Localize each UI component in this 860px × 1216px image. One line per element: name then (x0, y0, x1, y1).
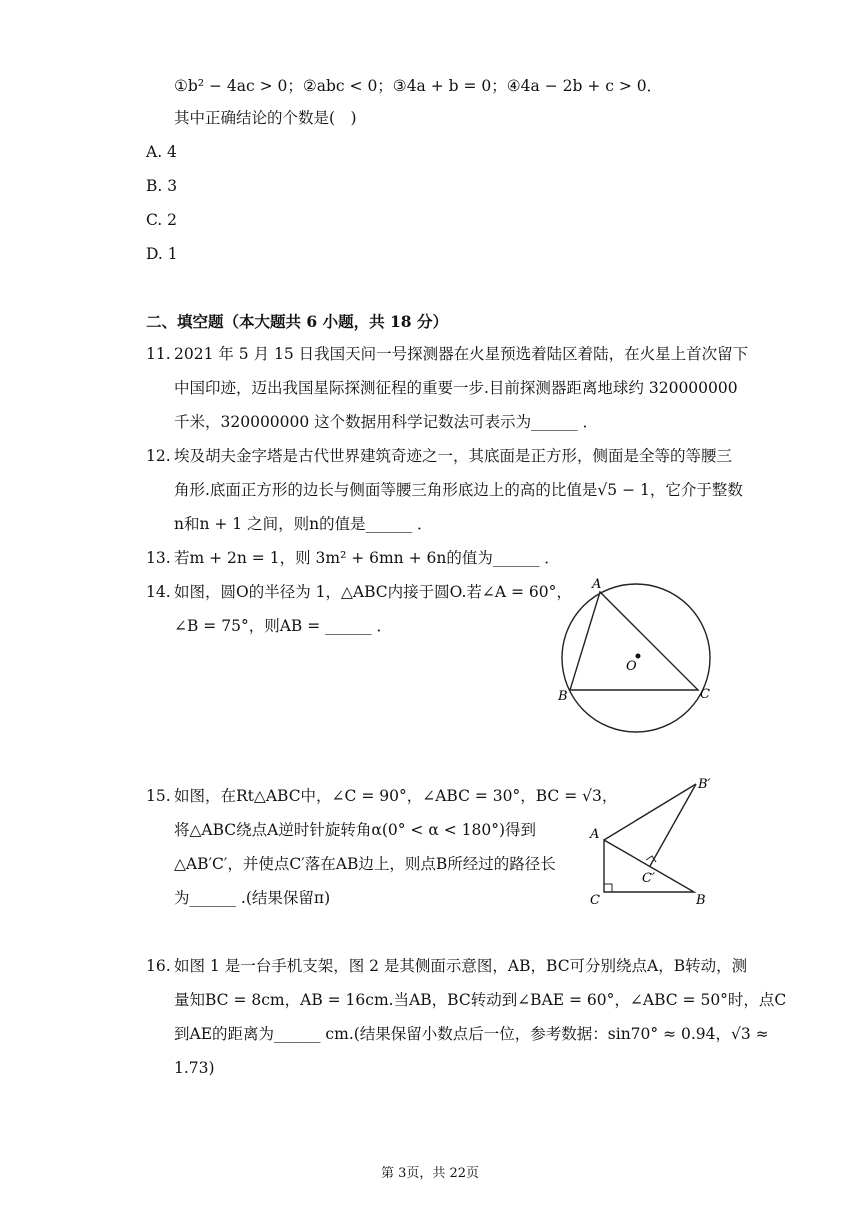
q16-line-1: 如图 1 是一台手机支架，图 2 是其侧面示意图，AB，BC可分别绕点A，B转动，测 (174, 957, 748, 975)
label-c: C (700, 687, 710, 702)
q16-line-4: 1.73) (174, 1059, 215, 1077)
section2-heading: 二、填空题（本大题共 6 小题，共 18 分） (146, 312, 448, 331)
q10-option-d: D. 1 (146, 245, 178, 263)
label-a: A (592, 577, 602, 592)
segment-b-prime-c-prime (650, 784, 696, 866)
q10-option-a: A. 4 (146, 143, 177, 161)
label-b-prime: B′ (698, 777, 711, 792)
q13-line-1: 若m + 2n = 1，则 3m² + 6mn + 6n的值为______ ． (174, 549, 560, 567)
q12-number: 12. (146, 447, 171, 465)
q15-line-3: △AB′C′，并使点C′落在AB边上，则点B所经过的路径长 (174, 855, 556, 873)
center-dot (636, 654, 641, 659)
q14-line-1: 如图，圆O的半径为 1，△ABC内接于圆O.若∠A = 60°， (174, 583, 572, 601)
circle-o (562, 584, 710, 732)
q15-rotation-figure (582, 772, 722, 912)
label-o: O (626, 659, 637, 674)
q16-line-2: 量知BC = 8cm，AB = 16cm.当AB，BC转动到∠BAE = 60°，∠ABC = 50°时，点C (174, 991, 787, 1009)
q15-number: 15. (146, 787, 171, 805)
q10-option-b: B. 3 (146, 177, 178, 195)
q11-line-1: 2021 年 5 月 15 日我国天问一号探测器在火星预选着陆区着陆，在火星上首次留下 (174, 345, 749, 363)
q13-number: 13. (146, 549, 171, 567)
label-b: B (696, 893, 706, 908)
q14-line-2: ∠B = 75°，则AB = ______ ． (174, 617, 393, 635)
label-a: A (590, 827, 600, 842)
q14-circle-figure (548, 570, 728, 736)
page-footer: 第 3页，共 22页 (380, 1166, 480, 1181)
q11-line-2: 中国印迹，迈出我国星际探测征程的重要一步.目前探测器距离地球约 320000000 (174, 379, 738, 397)
q10-option-c: C. 2 (146, 211, 178, 229)
segment-ab-prime (604, 784, 696, 840)
q16-number: 16. (146, 957, 171, 975)
label-c-prime: C′ (642, 871, 655, 886)
q11-line-3: 千米，320000000 这个数据用科学记数法可表示为______ ． (174, 413, 599, 431)
q15-line-4: 为______ .(结果保留π) (174, 889, 331, 907)
q10-conditions: ①b² − 4ac > 0；②abc < 0；③4a + b = 0；④4a − 2b + c > 0． (174, 77, 663, 95)
q11-number: 11. (146, 345, 171, 363)
q15-line-2: 将△ABC绕点A逆时针旋转角α(0° < α < 180°)得到 (174, 821, 537, 839)
right-angle-c (604, 884, 612, 892)
q12-line-1: 埃及胡夫金字塔是古代世界建筑奇迹之一，其底面是正方形，侧面是全等的等腰三 (174, 447, 733, 465)
q12-line-2: 角形.底面正方形的边长与侧面等腰三角形底边上的高的比值是√5 − 1，它介于整数 (174, 481, 743, 499)
q10-stem: 其中正确结论的个数是( ) (174, 109, 357, 127)
q16-line-3: 到AE的距离为______ cm.(结果保留小数点后一位，参考数据：sin70° ≈ 0.94，√3 ≈ (174, 1025, 769, 1043)
q14-number: 14. (146, 583, 171, 601)
q15-line-1: 如图，在Rt△ABC中，∠C = 90°，∠ABC = 30°，BC = √3， (174, 787, 618, 805)
label-c: C (590, 893, 600, 908)
label-b: B (558, 689, 568, 704)
triangle-abc (570, 592, 698, 690)
q12-line-3: n和n + 1 之间，则n的值是______ ． (174, 515, 433, 533)
